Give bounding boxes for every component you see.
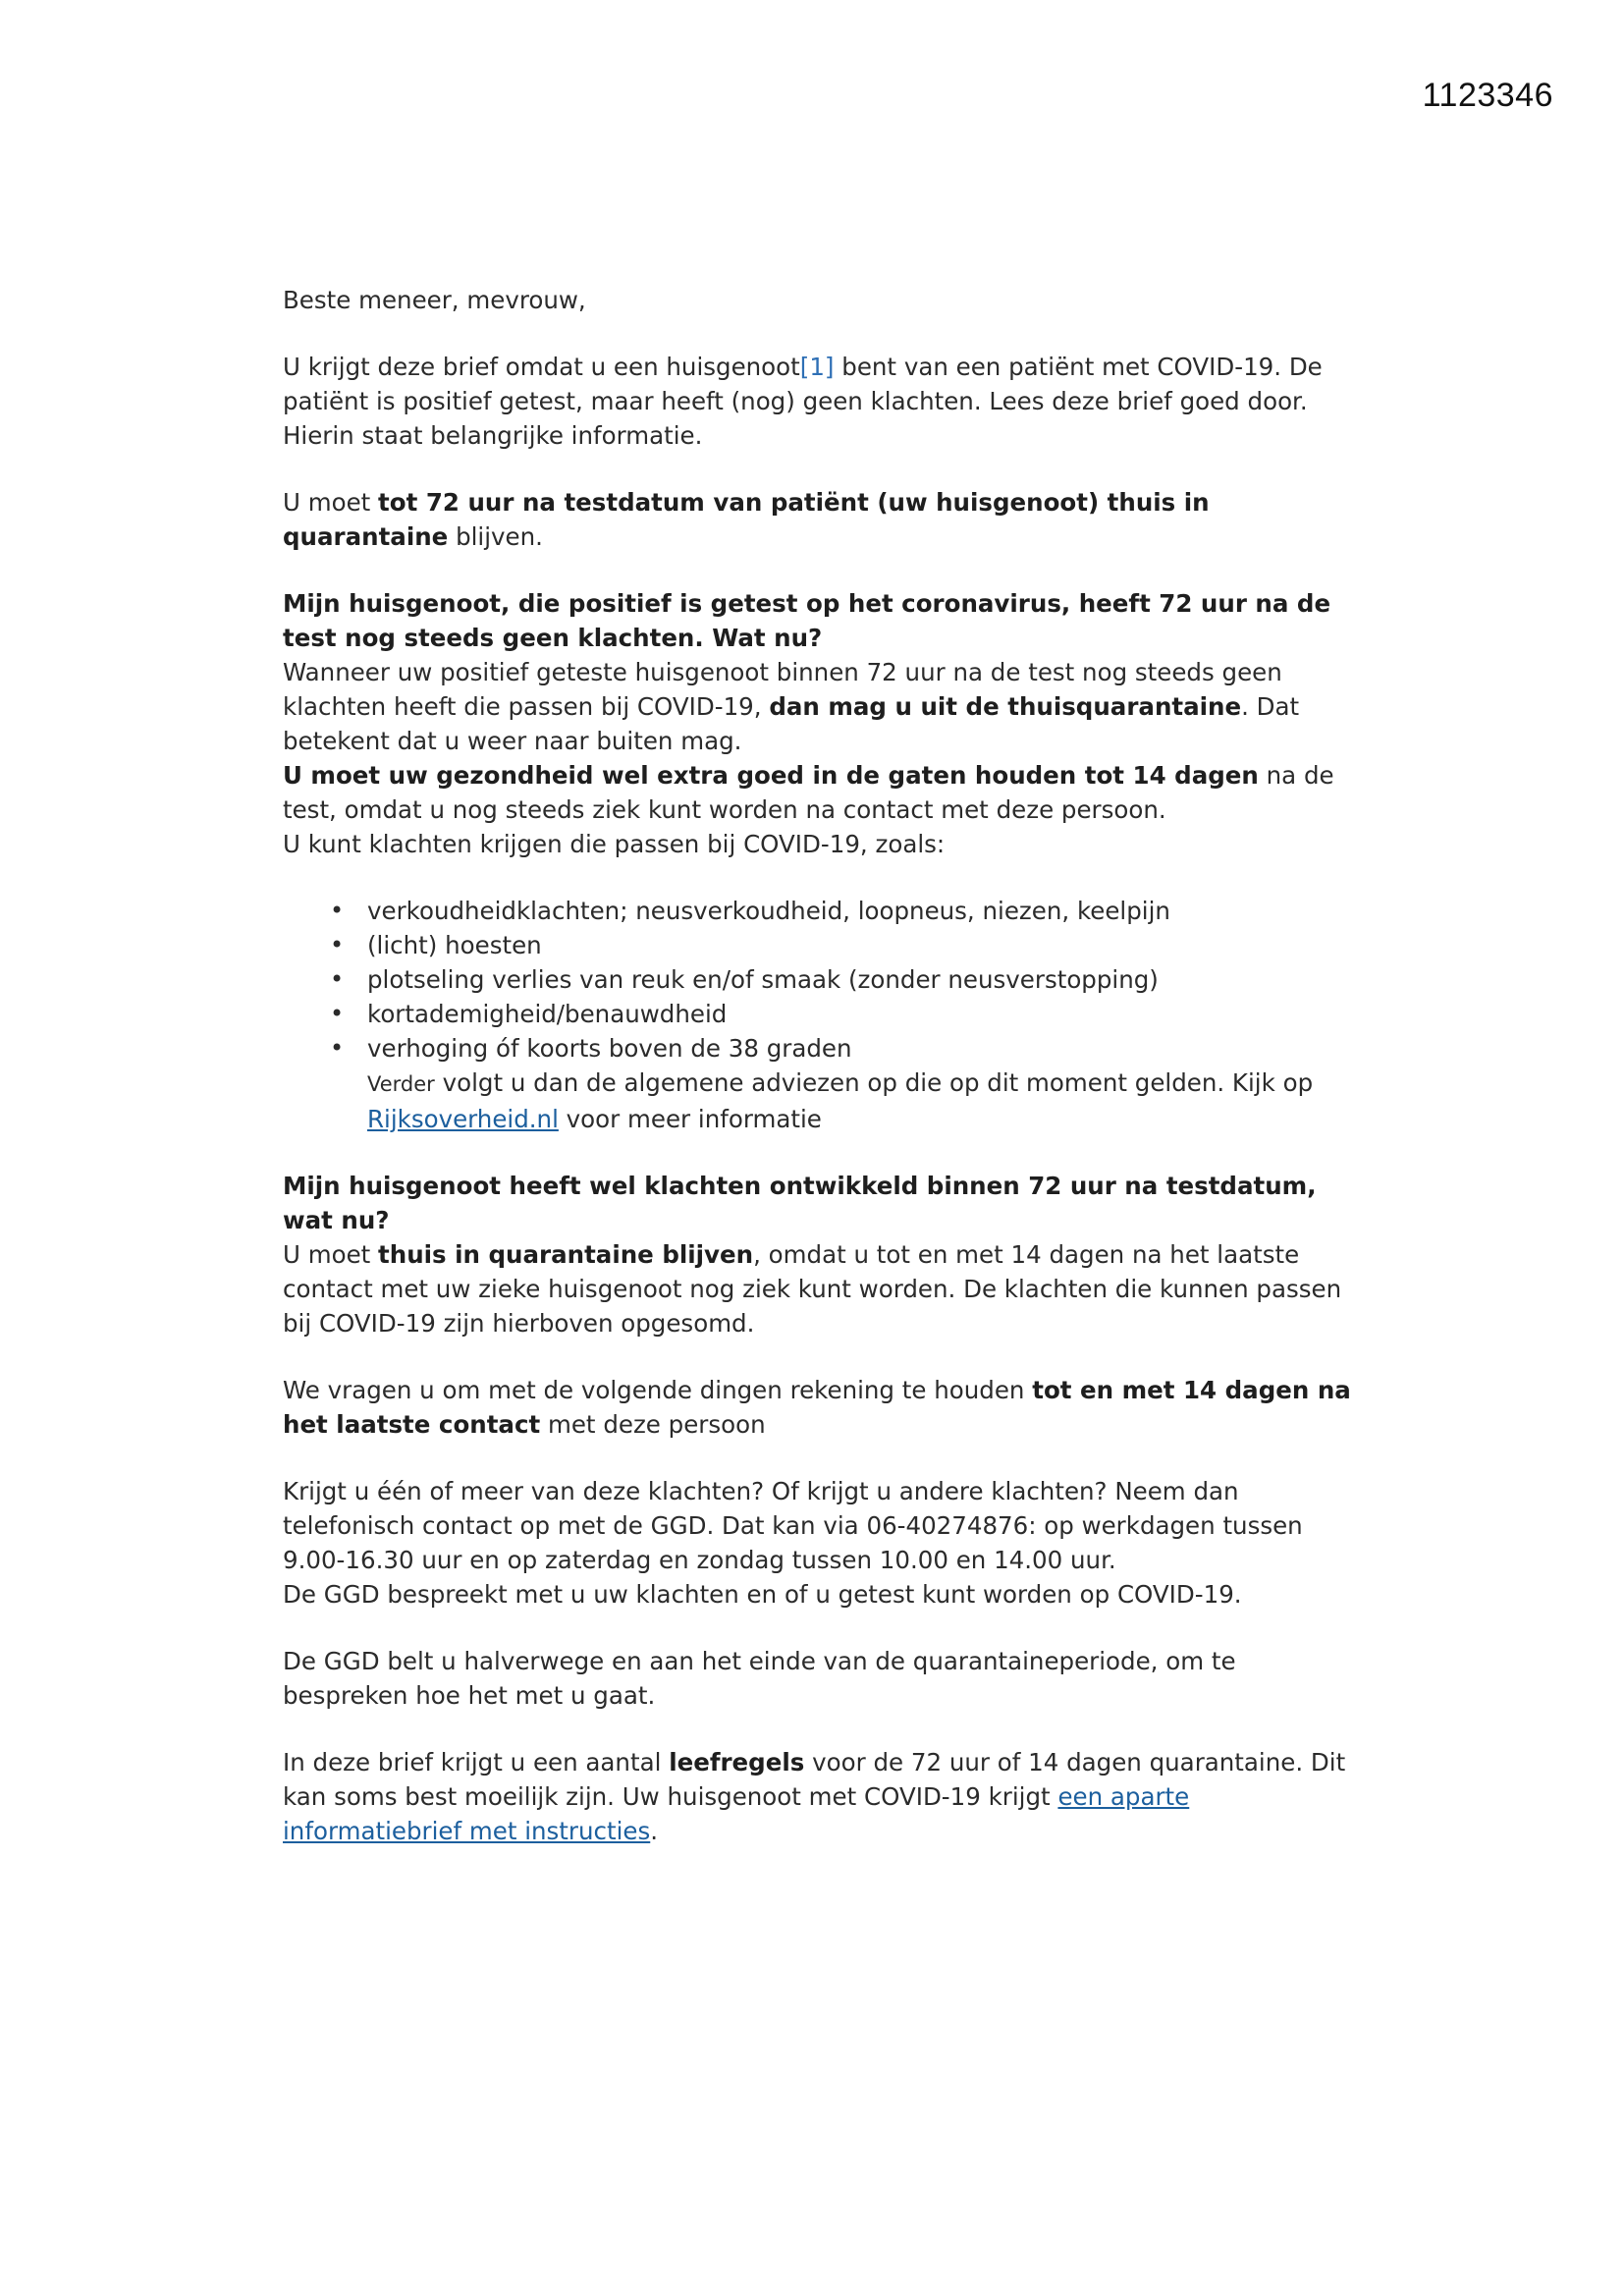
quarantine-pre: U moet <box>283 488 379 517</box>
monitor-post: na de test, omdat u nog steeds ziek kunt worden na contact met deze persoon. <box>283 761 1334 824</box>
intro-text-end: bent van een patiënt met COVID-19. De patiënt is positief getest, maar heeft (nog) geen klachten. Lees deze brief goed door. Hierin staat belangrijke informatie. <box>283 353 1323 450</box>
considerations-paragraph <box>283 1373 1353 1442</box>
advice-lead-word: Verder <box>367 1072 435 1096</box>
list-item: • plotseling verlies van reuk en/of smaak (zonder neusverstopping) <box>367 962 1353 997</box>
stay-home-emphasis: thuis in quarantaine blijven <box>378 1240 754 1269</box>
symptoms-list <box>283 894 1353 1066</box>
release-emphasis: dan mag u uit de thuisquarantaine <box>769 692 1242 721</box>
quarantine-post: blijven. <box>448 522 543 551</box>
release-post: . Dat betekent dat u weer naar buiten mag. <box>283 692 1300 755</box>
rules-paragraph <box>283 1745 1353 1848</box>
quarantine-statement <box>283 485 1353 554</box>
intro-paragraph <box>283 350 1353 453</box>
rules-mid: voor de 72 uur of 14 dagen quarantaine. Dit kan soms best moeilijk zijn. Uw huisgenoot met COVID-19 krijgt <box>283 1748 1346 1811</box>
list-item: • (licht) hoesten <box>367 928 1353 962</box>
release-pre: Wanneer uw positief geteste huisgenoot binnen 72 uur na de test nog steeds geen klachten heeft die passen bij COVID-19, <box>283 658 1282 721</box>
ggd-discussion-paragraph: De GGD bespreekt met u uw klachten en of u getest kunt worden op COVID-19. <box>283 1580 1242 1609</box>
stay-home-post: , omdat u tot en met 14 dagen na het laatste contact met uw zieke huisgenoot nog ziek kunt worden. De klachten die kunnen passen bij COVID-19 zijn hierboven opgesomd. <box>283 1240 1342 1338</box>
contact-ggd-paragraph: Krijgt u één of meer van deze klachten? Of krijgt u andere klachten? Neem dan telefonisch contact op met de GGD. Dat kan via 06-40274876: op werkdagen tussen 9.00-16.30 uur en op zaterdag en zondag tussen 10.00 en 14.00 uur. <box>283 1477 1303 1574</box>
stay-home-paragraph <box>283 1237 1353 1340</box>
rules-emphasis: leefregels <box>669 1748 805 1777</box>
symptoms-intro: U kunt klachten krijgen die passen bij COVID-19, zoals: <box>283 830 946 858</box>
monitor-health-paragraph <box>283 758 1353 827</box>
quarantine-emphasis: tot 72 uur na testdatum van patiënt (uw huisgenoot) thuis in quarantaine <box>283 488 1210 551</box>
advice-text: volgt u dan de algemene adviezen op die op dit moment gelden. Kijk op <box>434 1068 1314 1097</box>
heading-text: Mijn huisgenoot, die positief is getest op het coronavirus, heeft 72 uur na de test nog steeds geen klachten. Wat nu? <box>283 589 1331 652</box>
section-with-symptoms <box>283 1169 1353 1848</box>
considerations-post: met deze persoon <box>540 1410 766 1439</box>
intro-text-start: U krijgt deze brief omdat u een huisgenoot <box>283 353 800 381</box>
monitor-emphasis: U moet uw gezondheid wel extra goed in de gaten houden tot 14 dagen <box>283 761 1259 790</box>
heading-text: Mijn huisgenoot heeft wel klachten ontwikkeld binnen 72 uur na testdatum, wat nu? <box>283 1172 1317 1234</box>
information-letter-link[interactable]: een aparte informatiebrief met instructies <box>283 1782 1190 1845</box>
release-paragraph <box>283 655 1353 758</box>
section-no-symptoms-heading <box>283 586 1353 655</box>
list-item: • verhoging óf koorts boven de 38 graden <box>367 1031 1353 1066</box>
section-no-symptoms <box>283 586 1353 1136</box>
rijksoverheid-link[interactable]: Rijksoverheid.nl <box>367 1105 559 1133</box>
salutation: Beste meneer, mevrouw, <box>283 286 586 314</box>
considerations-pre: We vragen u om met de volgende dingen rekening te houden <box>283 1376 1033 1404</box>
document-id: 1123346 <box>1422 77 1553 114</box>
footnote-reference[interactable]: [1] <box>799 353 835 381</box>
section-with-symptoms-heading <box>283 1169 1353 1237</box>
advice-end: voor meer informatie <box>558 1105 822 1133</box>
list-item: • kortademigheid/benauwdheid <box>367 997 1353 1031</box>
stay-home-pre: U moet <box>283 1240 379 1269</box>
ggd-callback-paragraph: De GGD belt u halverwege en aan het einde van de quarantaineperiode, om te bespreken hoe het met u gaat. <box>283 1647 1236 1710</box>
list-item: • verkoudheidklachten; neusverkoudheid, loopneus, niezen, keelpijn <box>367 894 1353 928</box>
general-advice-paragraph <box>283 1066 1353 1136</box>
considerations-emphasis: tot en met 14 dagen na het laatste contact <box>283 1376 1351 1439</box>
rules-end: . <box>650 1817 659 1845</box>
letter-body <box>283 283 1353 1881</box>
rules-pre: In deze brief krijgt u een aantal <box>283 1748 670 1777</box>
